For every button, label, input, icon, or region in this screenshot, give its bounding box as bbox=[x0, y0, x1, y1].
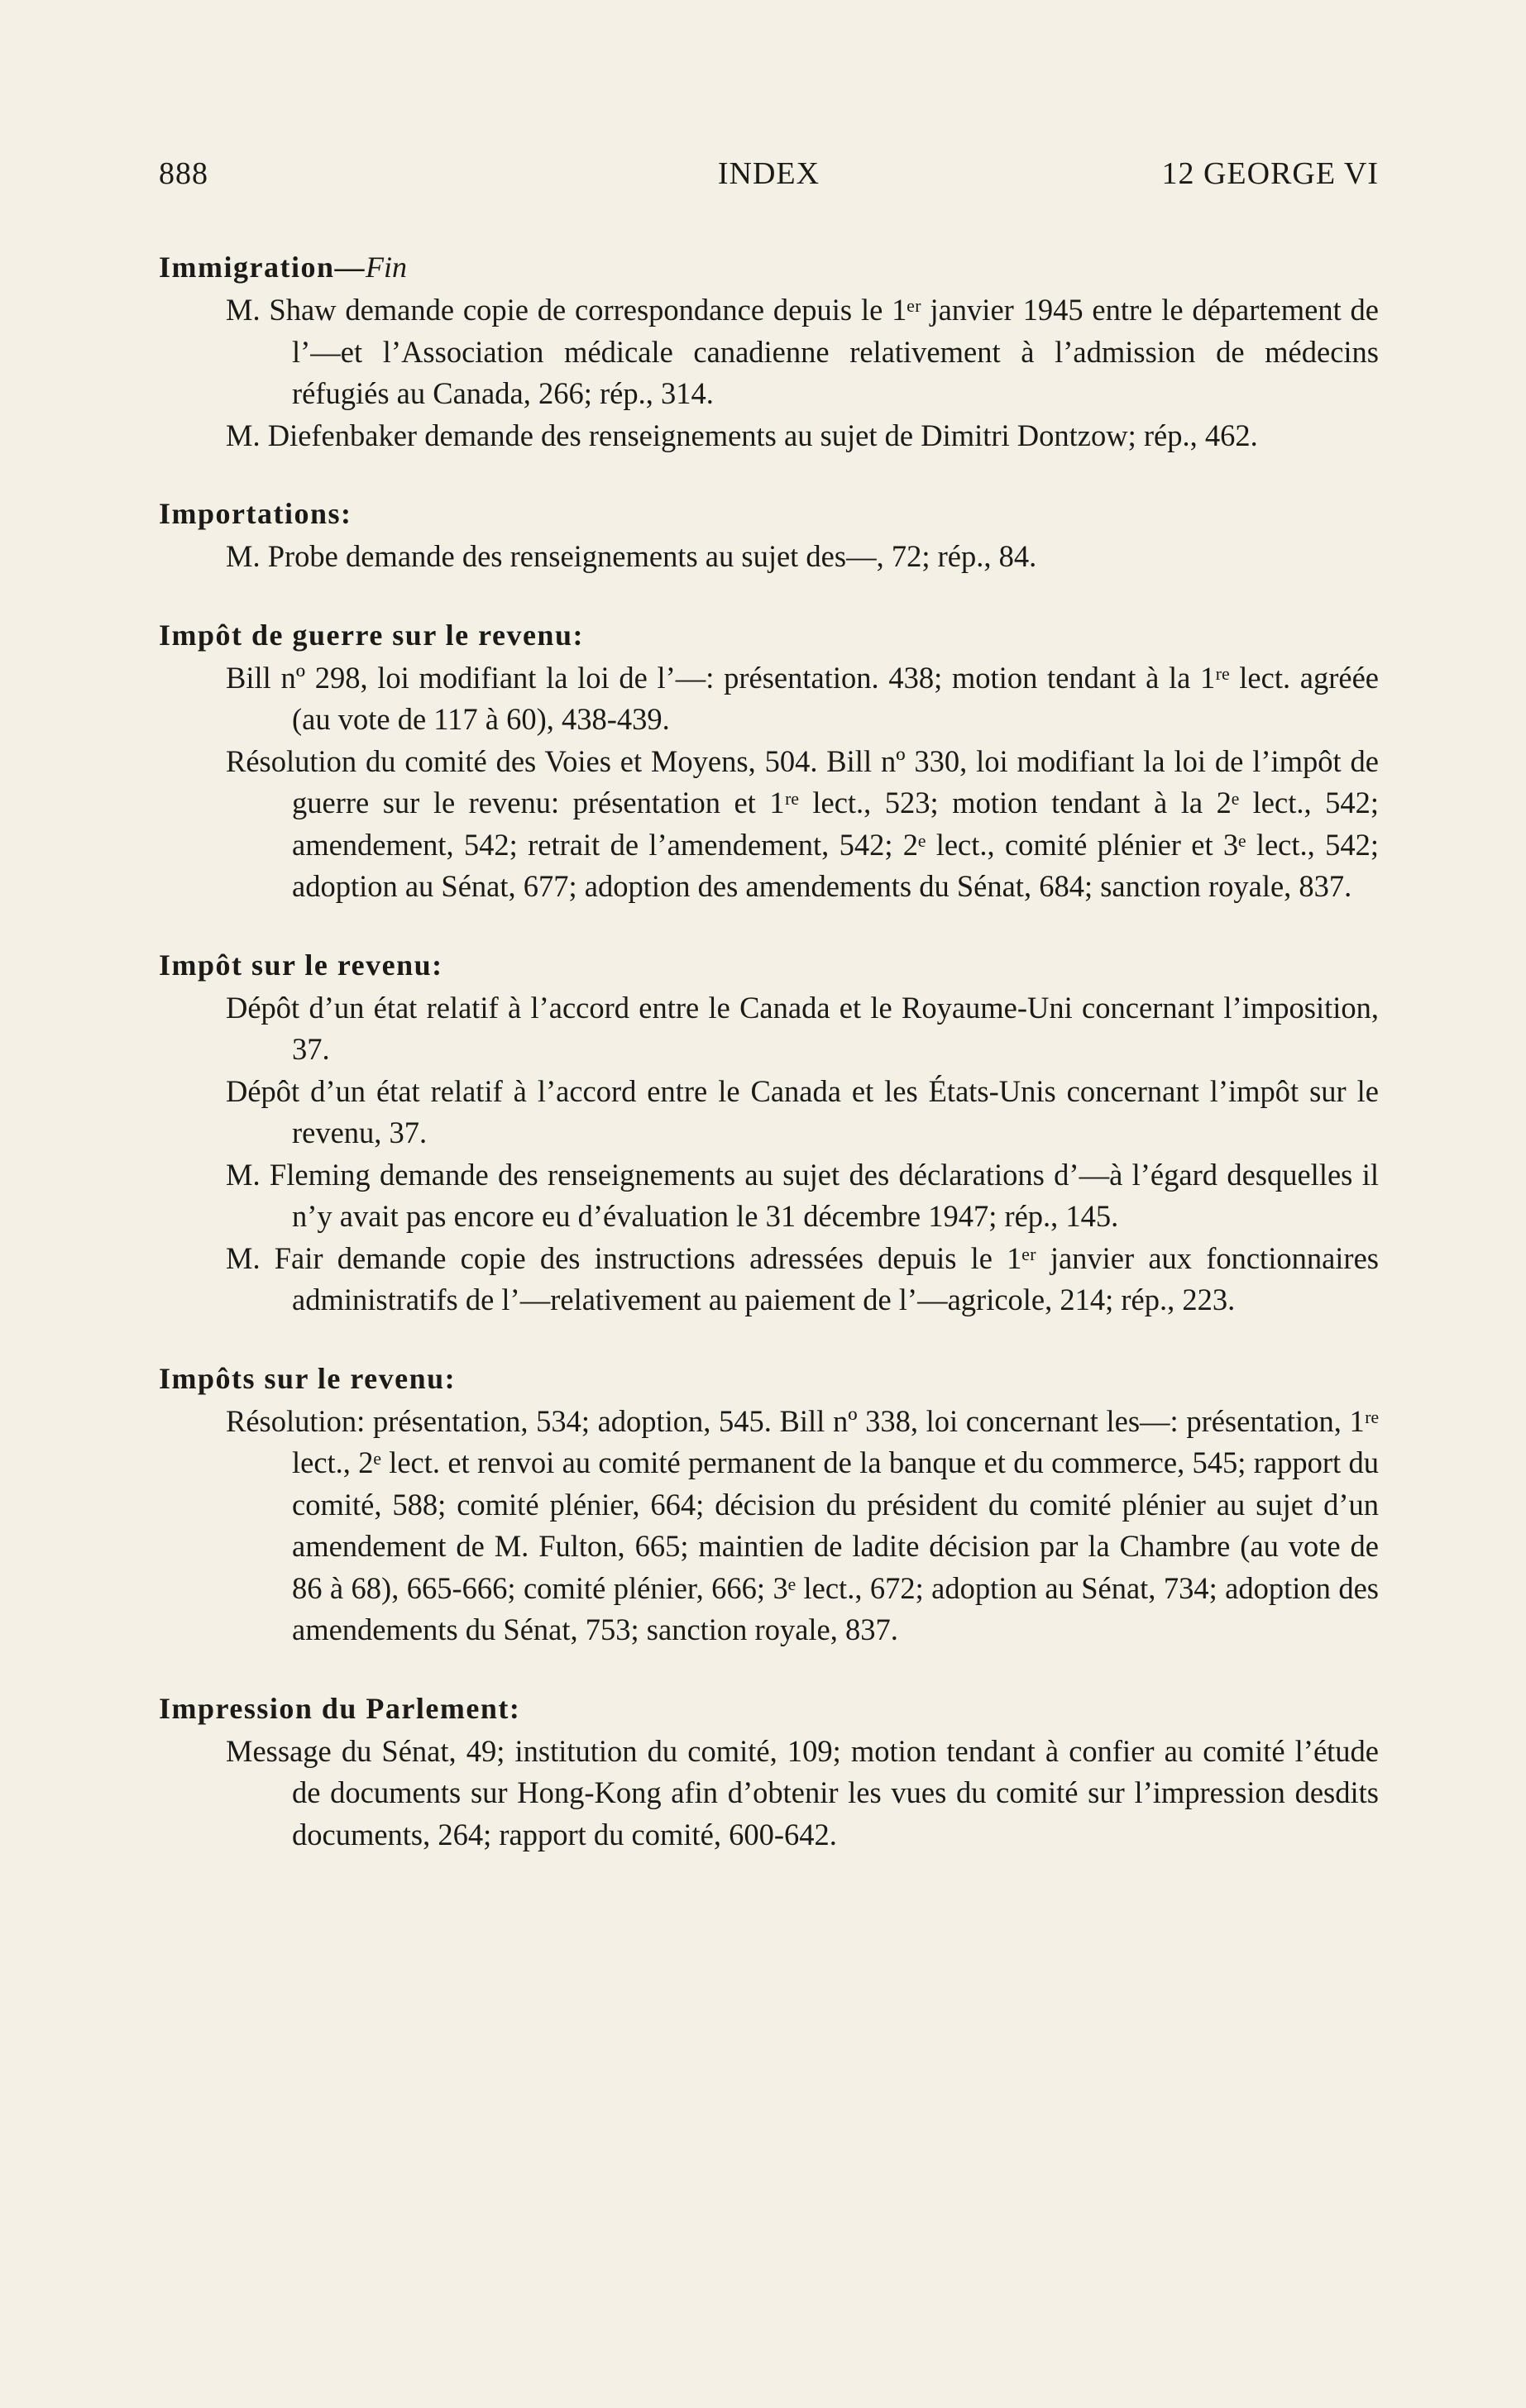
index-section bbox=[159, 1358, 1379, 1651]
section-heading: Impôt sur le revenu: bbox=[159, 948, 443, 982]
section-heading: Impôts sur le revenu: bbox=[159, 1361, 457, 1395]
index-section bbox=[159, 614, 1379, 908]
section-heading: Impôt de guerre sur le revenu: bbox=[159, 618, 584, 652]
index-entry: M. Fleming demande des renseignements au sujet des déclarations d’—à l’égard desquelles il n’y avait pas encore eu d’évaluation le 31 décembre 1947; rép., 145. bbox=[226, 1157, 1379, 1233]
header-title: INDEX bbox=[717, 156, 820, 191]
index-entry: M. Diefenbaker demande des renseignements au sujet de Dimitri Dontzow; rép., 462. bbox=[226, 418, 1258, 452]
index-entry: M. Fair demande copie des instructions adressées depuis le 1ᵉʳ janvier aux fonctionnaires administratifs de l’—relativement au paiement de l’—agricole, 214; rép., 223. bbox=[226, 1240, 1379, 1316]
section-heading: Immigration—Fin bbox=[159, 251, 407, 284]
page-number: 888 bbox=[159, 156, 208, 191]
index-section bbox=[159, 246, 1379, 456]
index-section bbox=[159, 944, 1379, 1321]
index-section bbox=[159, 1688, 1379, 1856]
index-entry: Dépôt d’un état relatif à l’accord entre le Canada et le Royaume-Uni concernant l’imposition, 37. bbox=[226, 990, 1379, 1066]
section-heading: Importations: bbox=[159, 497, 352, 530]
index-entry: Résolution du comité des Voies et Moyens, 504. Bill nº 330, loi modifiant la loi de l’impôt de guerre sur le revenu: présentation et 1ʳᵉ lect., 523; motion tendant à la 2ᵉ lect., 542; amendement, 542; retrait de l’amendement, 542; 2ᵉ lect., comité plénier et 3ᵉ lect., 542; adoption au Sénat, 677; adoption des amendements du Sénat, 684; sanction royale, 837. bbox=[226, 743, 1379, 903]
index-entry: Message du Sénat, 49; institution du comité, 109; motion tendant à confier au comité l’étude de documents sur Hong-Kong afin d’obtenir les vues du comité sur l’impression desdits documents, 264; rapport du comité, 600-642. bbox=[226, 1733, 1379, 1851]
index-entry: Dépôt d’un état relatif à l’accord entre le Canada et les États-Unis concernant l’impôt sur le revenu, 37. bbox=[226, 1073, 1379, 1149]
header-reign: 12 GEORGE VI bbox=[1161, 156, 1379, 191]
index-section bbox=[159, 493, 1379, 578]
index-entry: Résolution: présentation, 534; adoption, 545. Bill nº 338, loi concernant les—: présentation, 1ʳᵉ lect., 2ᵉ lect. et renvoi au comité permanent de la banque et du commerce, 545; rapport du comité, 588; comité plénier, 664; décision du président du comité plénier au sujet d’un amendement de M. Fulton, 665; maintien de ladite décision par la Chambre (au vote de 86 à 68), 665-666; comité plénier, 666; 3ᵉ lect., 672; adoption au Sénat, 734; adoption des amendements du Sénat, 753; sanction royale, 837. bbox=[226, 1403, 1379, 1646]
continuation-marker: Fin bbox=[365, 251, 407, 284]
index-body bbox=[159, 246, 1379, 1892]
section-heading: Impression du Parlement: bbox=[159, 1691, 521, 1725]
index-entry: M. Probe demande des renseignements au sujet des—, 72; rép., 84. bbox=[226, 539, 1037, 573]
index-entry: Bill nº 298, loi modifiant la loi de l’—: présentation. 438; motion tendant à la 1ʳᵉ lect. agréée (au vote de 117 à 60), 438-439. bbox=[226, 660, 1379, 736]
running-header bbox=[159, 155, 1379, 197]
index-entry: M. Shaw demande copie de correspondance depuis le 1ᵉʳ janvier 1945 entre le département de l’—et l’Association médicale canadienne relativement à l’admission de médecins réfugiés au Canada, 266; rép., 314. bbox=[226, 293, 1379, 410]
